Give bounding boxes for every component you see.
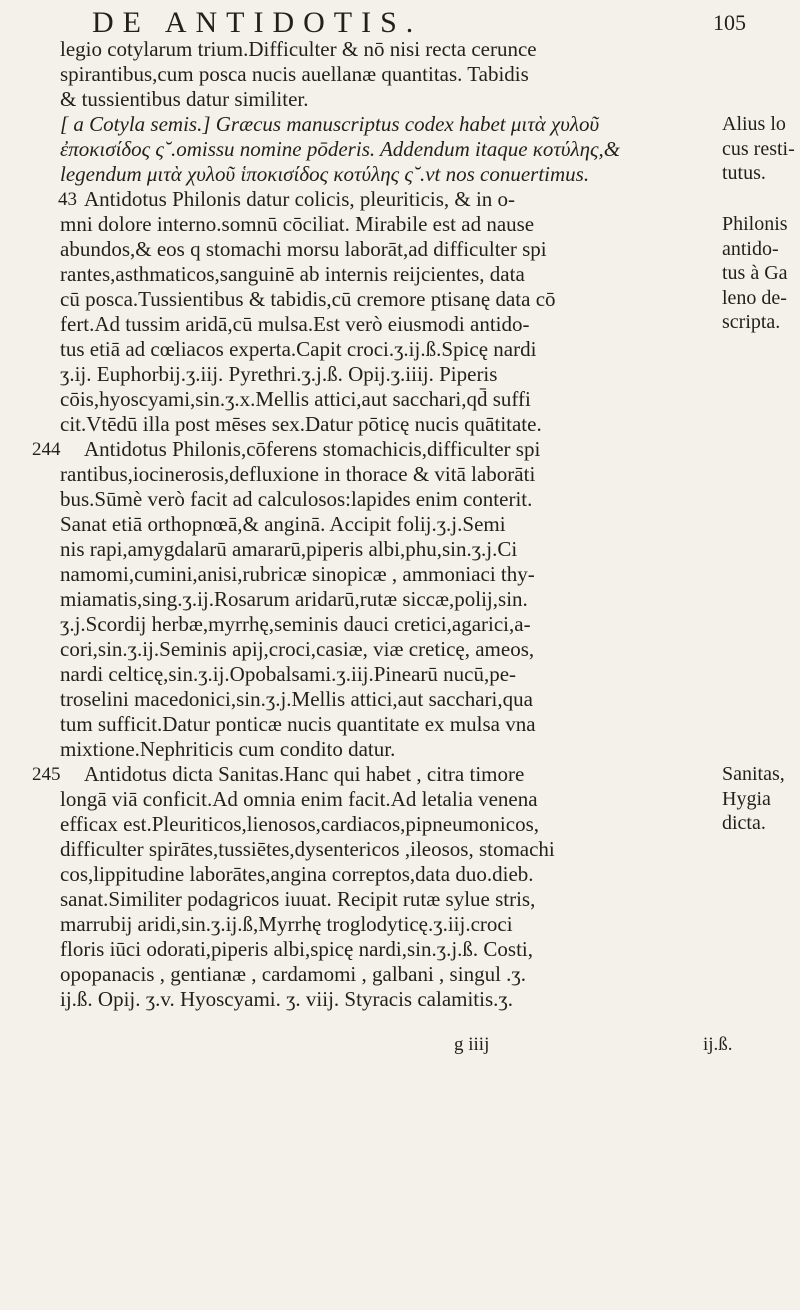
text-line: difficulter spirātes,tussiētes,dysentericos ,ileosos, stomachi [60, 837, 555, 861]
text-line: Sanat etiā orthopnœā,& anginā. Accipit folij.ʒ.j.Semi [60, 512, 506, 536]
margin-note-line: tus à Ga [722, 262, 788, 284]
section-number: 43 [58, 189, 77, 210]
margin-note-sanitas [722, 762, 785, 836]
margin-note-line: Hygia [722, 787, 771, 810]
text-line: fert.Ad tussim aridā,cū mulsa.Est verò eiusmodi antido- [60, 312, 530, 336]
text-line: legendum μιτὰ χυλοῦ ἱποκισίδος κοτύλης ς˘.vt nos conuertimus. [60, 162, 590, 186]
text-line: rantes,asthmaticos,sanguinē ab internis reijcientes, data [60, 262, 525, 286]
text-line: ij.ß. Opij. ʒ.v. Hyoscyami. ʒ. viij. Styracis calamitis.ʒ. [60, 987, 513, 1011]
margin-note-line: dicta. [722, 812, 766, 834]
text-line: mni dolore interno.somnū cōciliat. Mirabile est ad nause [60, 212, 535, 236]
text-line: opopanacis , gentianæ , cardamomi , galbani , singul .ʒ. [60, 962, 526, 986]
text-line: miamatis,sing.ʒ.ij.Rosarum aridarū,rutæ siccæ,polij,sin. [60, 587, 528, 611]
text-line: Antidotus Philonis datur colicis, pleuriticis, & in o- [84, 187, 516, 211]
text-line: marrubij aridi,sin.ʒ.ij.ß,Myrrhę troglodyticę.ʒ.iij.croci [60, 912, 513, 936]
text-line: cos,lippitudine laborātes,angina correptos,data duo.dieb. [60, 862, 534, 886]
text-line: mixtione.Nephriticis cum condito datur. [60, 737, 396, 761]
text-line: ʒ.j.Scordij herbæ,myrrhę,seminis dauci cretici,agarici,a- [60, 612, 531, 636]
section-number: 245 [32, 764, 61, 785]
text-line: nis rapi,amygdalarū amararū,piperis albi,phu,sin.ʒ.j.Ci [60, 537, 518, 561]
margin-note-line: antido- [722, 237, 779, 260]
text-line: bus.Sūmè verò facit ad calculosos:lapides enim conterit. [60, 487, 533, 511]
catchword: ij.ß. [703, 1034, 733, 1055]
text-line: efficax est.Pleuriticos,lienosos,cardiacos,pipneumonicos, [60, 812, 539, 836]
text-line: [ a Cotyla semis.] Græcus manuscriptus codex habet μιτὰ χυλοῦ [60, 112, 600, 136]
text-line: floris iūci odorati,piperis albi,spicę nardi,sin.ʒ.j.ß. Costi, [60, 937, 534, 961]
text-line: Antidotus Philonis,cōferens stomachicis,difficulter spi [84, 437, 541, 461]
text-line: cit.Vtēdū illa post mēses sex.Datur pōticę nucis quātitate. [60, 412, 542, 436]
text-line: tum sufficit.Datur ponticæ nucis quantitate ex mulsa vna [60, 712, 536, 736]
margin-note-line: cus resti- [722, 137, 795, 160]
margin-note-line: leno de- [722, 286, 787, 309]
text-line: rantibus,iocinerosis,defluxione in thorace & vitā laborāti [60, 462, 536, 486]
text-line: cōis,hyoscyami,sin.ʒ.x.Mellis attici,aut sacchari,qd̄ suffi [60, 387, 531, 411]
text-line: cori,sin.ʒ.ij.Seminis apij,croci,casiæ, viæ creticę, ameos, [60, 637, 535, 661]
text-line: & tussientibus datur similiter. [60, 87, 309, 111]
margin-note-line: Sanitas, [722, 763, 785, 785]
margin-note-line: Philonis [722, 213, 788, 235]
text-line: legio cotylarum trium.Difficulter & nō nisi recta cerunce [60, 37, 537, 61]
text-line: troselini macedonici,sin.ʒ.j.Mellis attici,aut sacchari,qua [60, 687, 533, 711]
text-line: ʒ.ij. Euphorbij.ʒ.iij. Pyrethri.ʒ.j.ß. Opij.ʒ.iiij. Piperis [60, 362, 498, 386]
text-line: ἐποκισίδος ς˘.omissu nomine pōderis. Addendum itaque κοτύλης,& [60, 137, 621, 161]
margin-note-philonis [722, 212, 788, 335]
running-head: DE ANTIDOTIS. [92, 6, 423, 39]
text-line: abundos,& eos q stomachi morsu laborāt,ad difficulter spi [60, 237, 547, 261]
text-line: longā viā conficit.Ad omnia enim facit.Ad letalia venena [60, 787, 538, 811]
text-line: tus etiā ad cœliacos experta.Capit croci.ʒ.ij.ß.Spicę nardi [60, 337, 537, 361]
text-line: namomi,cumini,anisi,rubricæ sinopicæ , ammoniaci thy- [60, 562, 535, 586]
margin-note-line: Alius lo [722, 113, 786, 135]
text-line: Antidotus dicta Sanitas.Hanc qui habet , citra timore [84, 762, 525, 786]
margin-note-line: scripta. [722, 311, 781, 333]
section-number: 244 [32, 439, 61, 460]
page-number: 105 [713, 10, 746, 35]
text-line: cū posca.Tussientibus & tabidis,cū cremore ptisanę data cō [60, 287, 556, 311]
text-line: spirantibus,cum posca nucis auellanæ quantitas. Tabidis [60, 62, 529, 86]
text-line: nardi celticę,sin.ʒ.ij.Opobalsami.ʒ.iij.Pinearū nucū,pe- [60, 662, 517, 686]
margin-note-line: tutus. [722, 162, 766, 184]
margin-note-alius [722, 112, 795, 186]
text-line: sanat.Similiter podagricos iuuat. Recipit rutæ sylue stris, [60, 887, 536, 911]
signature-mark: g iiij [454, 1034, 490, 1055]
